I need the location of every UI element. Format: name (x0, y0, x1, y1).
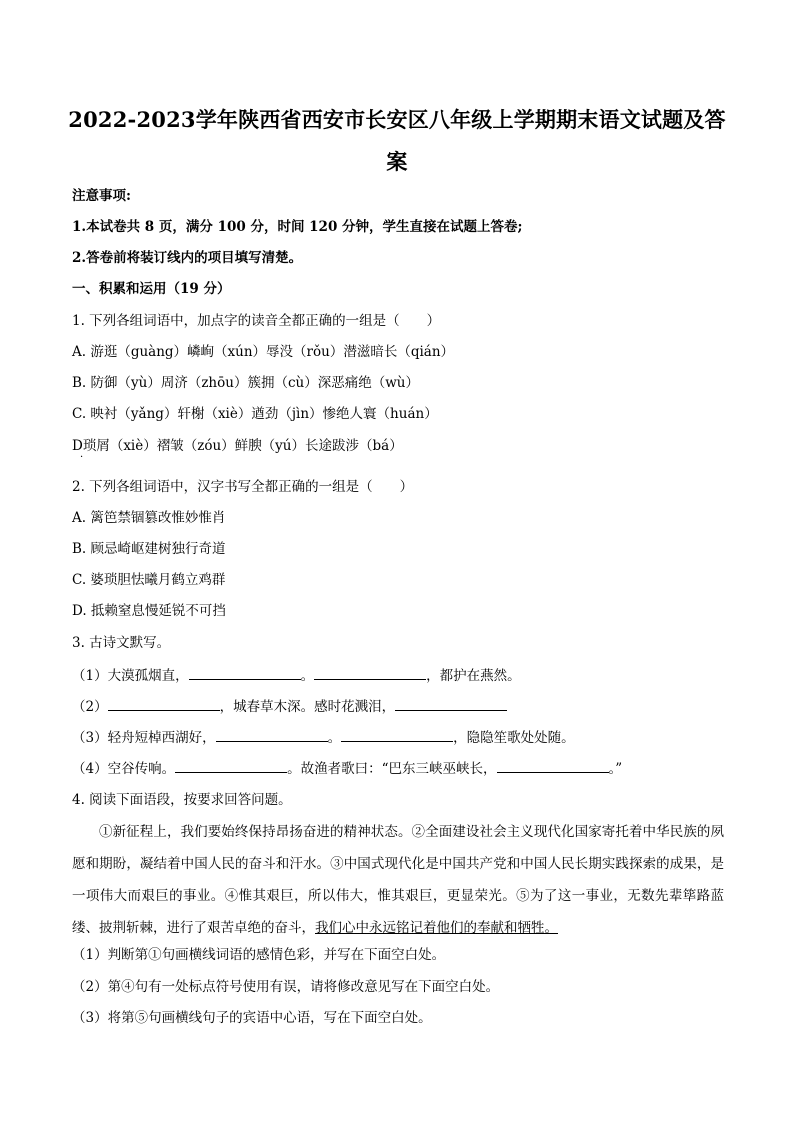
q2-option-a: A. 篱笆禁锢篡改惟妙惟肖 (72, 510, 226, 526)
notice-item-2: 2.答卷前将装订线内的项目填写清楚。 (72, 250, 303, 266)
q4-passage (72, 816, 724, 944)
q3-item-2 (72, 696, 507, 717)
q3-3-text-a: （3）轻舟短棹西湖好， (72, 730, 216, 746)
notice-item-1: 1.本试卷共 8 页，满分 100 分，时间 120 分钟，学生直接在试题上答卷; (72, 219, 523, 235)
document-title-line2: 案 (386, 149, 408, 174)
passage-underlined-sentence: 我们心中永远铭记着他们的奉献和牺牲。 (315, 920, 558, 936)
q3-item-4 (72, 758, 622, 779)
q2-option-d: D. 抵赖窒息慢延锐不可挡 (72, 603, 226, 619)
q4-sub-3: （3）将第⑤句画横线句子的宾语中心语，写在下面空白处。 (72, 1010, 432, 1026)
q1-option-b: B. 防御（yù）周济（zhōu）簇拥（cù）深恶痛绝（wù） (72, 375, 419, 391)
q3-4-text-c: 。” (608, 761, 623, 777)
answer-blank[interactable] (497, 758, 609, 773)
q2-option-c: C. 婆琐胆怯曦月鹤立鸡群 (72, 572, 226, 588)
answer-blank[interactable] (189, 665, 301, 680)
q3-3-text-c: ，隐隐笙歌处处随。 (453, 730, 575, 746)
answer-blank[interactable] (341, 727, 453, 742)
answer-blank[interactable] (216, 727, 328, 742)
q2-option-b: B. 顾忌崎岖建树独行奇道 (72, 541, 226, 557)
notice-heading: 注意事项: (72, 188, 131, 204)
q3-1-text-c: ，都护在燕然。 (426, 668, 521, 684)
q3-3-text-b: 。 (327, 730, 342, 746)
q4-sub-2: （2）第④句有一处标点符号使用有误，请将修改意见写在下面空白处。 (72, 979, 500, 995)
q4-stem: 4. 阅读下面语段，按要求回答问题。 (72, 792, 292, 808)
q1-option-d: D琐屑（xiè）褶皱（zóu）鲜腴（yú）长途跋涉（bá） (72, 438, 403, 454)
answer-blank[interactable] (395, 696, 507, 711)
q3-stem: 3. 古诗文默写。 (72, 635, 171, 651)
q3-1-text-b: 。 (300, 668, 315, 684)
passage-text: ①新征程上，我们要始终保持昂扬奋进的精神状态。②全面建设社会主义现代化国家寄托着中华民族的夙愿和期盼，凝结着中国人民的奋斗和汗水。③中国式现代化是中国共产党和中国人民长期实践探索的成果，是一项伟大而艰巨的事业。④惟其艰巨，所以伟大，惟其艰巨，更显荣光。⑤为了这一事业，无数先辈筚路蓝缕、披荆斩棘，进行了艰苦卓绝的奋斗， (72, 824, 724, 936)
q3-2-text-b: ，城春草木深。感时花溅泪， (219, 699, 396, 715)
q3-item-3 (72, 727, 575, 748)
section-1-heading: 一、积累和运用（19 分） (72, 281, 231, 297)
q2-stem: 2. 下列各组词语中，汉字书写全都正确的一组是（ ） (72, 479, 414, 495)
q3-1-text-a: （1）大漠孤烟直， (72, 668, 189, 684)
q3-4-text-a: （4）空谷传响。 (72, 761, 176, 777)
q3-2-text-a: （2） (72, 699, 108, 715)
q1-stem: 1. 下列各组词语中，加点字的读音全都正确的一组是（ ） (72, 313, 441, 329)
q3-item-1 (72, 665, 521, 686)
answer-blank[interactable] (175, 758, 287, 773)
q3-4-text-b: 。故渔者歌曰：“巴东三峡巫峡长， (287, 761, 497, 777)
answer-blank[interactable] (108, 696, 220, 711)
answer-blank[interactable] (314, 665, 426, 680)
q1-option-a: A. 游逛（guàng）嶙峋（xún）辱没（rǒu）潜滋暗长（qián） (72, 344, 455, 360)
emphasis-dot: · (80, 452, 84, 463)
q4-sub-1: （1）判断第①句画横线词语的感情色彩，并写在下面空白处。 (72, 947, 446, 963)
document-title-line1: 2022-2023学年陕西省西安市长安区八年级上学期期末语文试题及答 (68, 107, 726, 132)
q1-option-c: C. 映衬（yǎng）轩榭（xiè）遒劲（jìn）惨绝人寰（huán） (72, 406, 438, 422)
